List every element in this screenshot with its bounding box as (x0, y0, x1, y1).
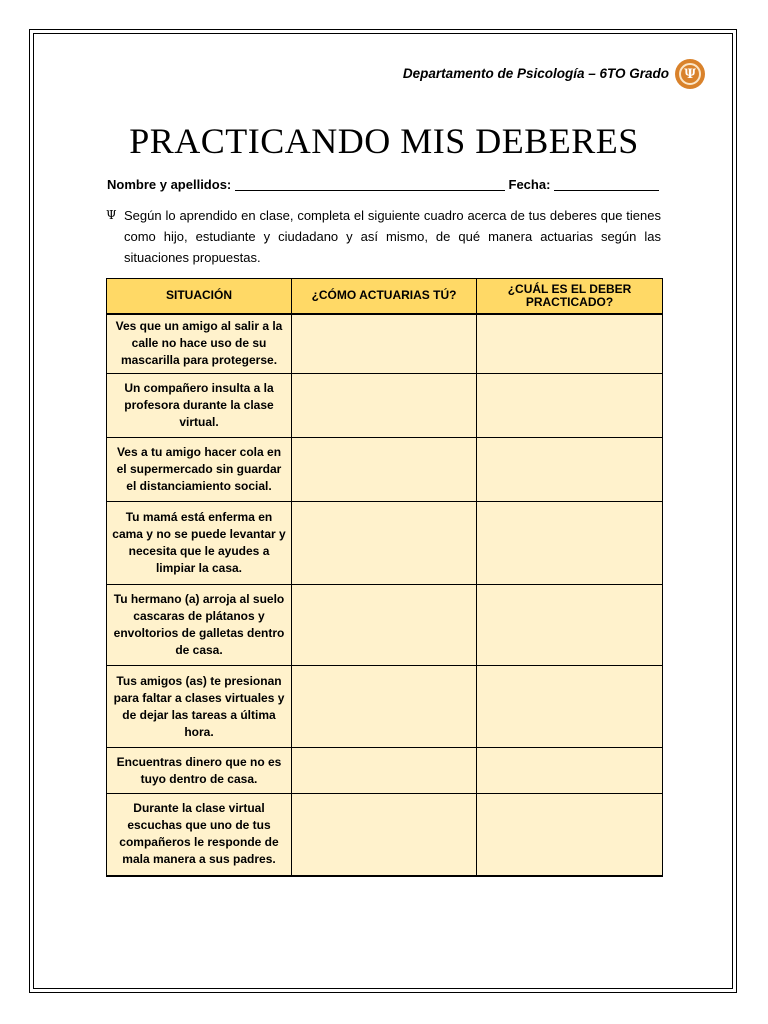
duty-cell[interactable] (477, 438, 663, 502)
duty-cell[interactable] (477, 314, 663, 374)
duty-cell[interactable] (477, 585, 663, 666)
instructions-text: Según lo aprendido en clase, completa el siguiente cuadro acerca de tus deberes que tienes como hijo, estudiante y ciudadano y así mismo, de qué manera actuarias según las situaciones propuestas. (124, 208, 661, 265)
situation-cell: Ves que un amigo al salir a la calle no hace uso de su mascarilla para protegerse. (107, 314, 292, 374)
action-cell[interactable] (292, 314, 477, 374)
situation-cell: Tu hermano (a) arroja al suelo cascaras de plátanos y envoltorios de galletas dentro de casa. (107, 585, 292, 666)
header-duty: ¿CUÁL ES EL DEBER PRACTICADO? (477, 279, 663, 314)
name-date-line (107, 177, 659, 192)
action-cell[interactable] (292, 502, 477, 585)
duty-cell[interactable] (477, 666, 663, 748)
date-field[interactable] (554, 178, 659, 191)
action-cell[interactable] (292, 585, 477, 666)
instructions (106, 205, 661, 268)
duty-cell[interactable] (477, 794, 663, 876)
duty-cell[interactable] (477, 374, 663, 438)
header-situation: SITUACIÓN (107, 279, 292, 314)
table-row (107, 438, 663, 502)
psychology-logo-icon (675, 59, 705, 89)
header-action: ¿CÓMO ACTUARIAS TÚ? (292, 279, 477, 314)
name-field[interactable] (235, 178, 505, 191)
situation-cell: Un compañero insulta a la profesora durante la clase virtual. (107, 374, 292, 438)
action-cell[interactable] (292, 666, 477, 748)
name-label: Nombre y apellidos: (107, 177, 232, 192)
psi-glyph: Ψ (684, 66, 696, 82)
action-cell[interactable] (292, 438, 477, 502)
situation-cell: Durante la clase virtual escuchas que uno de tus compañeros le responde de mala manera a sus padres. (107, 794, 292, 876)
table-row (107, 666, 663, 748)
table-row (107, 585, 663, 666)
psi-bullet-icon: Ψ (106, 208, 117, 222)
table-row (107, 314, 663, 374)
date-label: Fecha: (508, 177, 551, 192)
page-title: PRACTICANDO MIS DEBERES (129, 121, 639, 161)
situation-cell: Ves a tu amigo hacer cola en el supermercado sin guardar el distanciamiento social. (107, 438, 292, 502)
duty-cell[interactable] (477, 748, 663, 794)
department-header: Departamento de Psicología – 6TO Grado (402, 66, 669, 81)
situation-cell: Tus amigos (as) te presionan para faltar a clases virtuales y de dejar las tareas a última hora. (107, 666, 292, 748)
table-row (107, 374, 663, 438)
action-cell[interactable] (292, 374, 477, 438)
table-row (107, 502, 663, 585)
action-cell[interactable] (292, 748, 477, 794)
duties-table (106, 278, 663, 877)
duty-cell[interactable] (477, 502, 663, 585)
table-row (107, 748, 663, 794)
table-row (107, 794, 663, 876)
table-header-row (107, 279, 663, 314)
situation-cell: Tu mamá está enferma en cama y no se puede levantar y necesita que le ayudes a limpiar la casa. (107, 502, 292, 585)
situation-cell: Encuentras dinero que no es tuyo dentro de casa. (107, 748, 292, 794)
action-cell[interactable] (292, 794, 477, 876)
